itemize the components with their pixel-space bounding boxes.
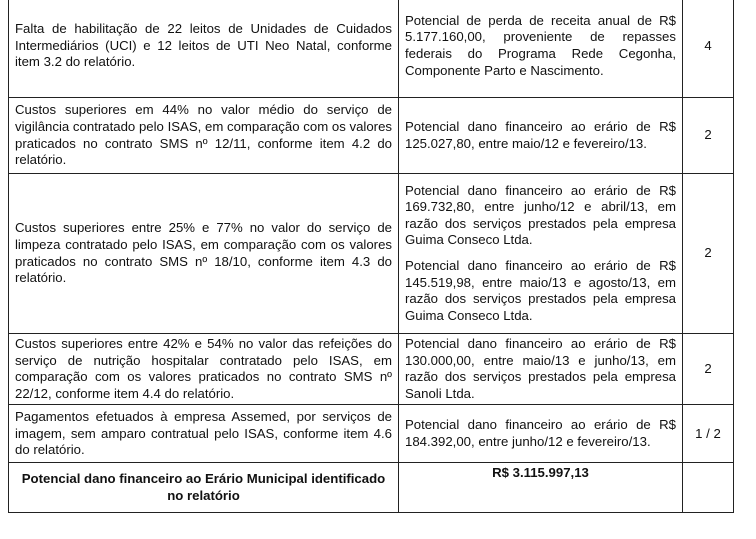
total-empty-cell	[683, 463, 734, 513]
table-row	[9, 98, 734, 174]
total-value: R$ 3.115.997,13	[399, 463, 683, 513]
table-row	[9, 0, 734, 98]
risk-cell: 4	[683, 0, 734, 98]
total-row	[9, 463, 734, 513]
impact-cell	[399, 98, 683, 174]
finding-cell: Custos superiores em 44% no valor médio do serviço de vigilância contratado pelo ISAS, em comparação com os valores praticados no contrato SMS nº 12/11, conforme item 4.2 do relatório.	[9, 98, 399, 174]
impact-text: Potencial dano financeiro ao erário de R$ 145.519,98, entre maio/13 e agosto/13, em razão dos serviços prestados pela empresa Guima Conseco Ltda.	[405, 258, 676, 323]
impact-cell	[399, 405, 683, 463]
table-row	[9, 334, 734, 405]
finding-cell: Custos superiores entre 25% e 77% no valor do serviço de limpeza contratado pelo ISAS, em comparação com os valores praticados no contrato SMS nº 18/10, conforme item 4.3 do relatório.	[9, 174, 399, 334]
impact-cell	[399, 174, 683, 334]
risk-cell: 2	[683, 98, 734, 174]
impact-text: Potencial dano financeiro ao erário de R$ 169.732,80, entre junho/12 e abril/13, em razão dos serviços prestados pela empresa Guima Conseco Ltda.	[405, 182, 676, 248]
risk-cell: 1 / 2	[683, 405, 734, 463]
table-row	[9, 405, 734, 463]
impact-text: Potencial de perda de receita anual de R$ 5.177.160,00, proveniente de repasses federais do Programa Rede Cegonha, Componente Parto e Nascimento.	[405, 12, 676, 78]
impact-cell	[399, 334, 683, 405]
risk-cell: 2	[683, 334, 734, 405]
impact-text: Potencial dano financeiro ao erário de R$ 130.000,00, entre maio/13 e junho/13, em razão dos serviços prestados pela empresa Sanoli Ltda.	[405, 336, 676, 401]
total-label: Potencial dano financeiro ao Erário Municipal identificado no relatório	[9, 463, 399, 513]
impact-cell	[399, 0, 683, 98]
finding-cell: Pagamentos efetuados à empresa Assemed, por serviços de imagem, sem amparo contratual pelo ISAS, conforme item 4.6 do relatório.	[9, 405, 399, 463]
finding-cell: Custos superiores entre 42% e 54% no valor das refeições do serviço de nutrição hospitalar contratado pelo ISAS, em comparação com os valores praticados no contrato SMS nº 22/12, conforme item 4.4 do relatório.	[9, 334, 399, 405]
table-row	[9, 174, 734, 334]
impact-text: Potencial dano financeiro ao erário de R$ 125.027,80, entre maio/12 e fevereiro/13.	[405, 118, 676, 151]
finding-cell: Falta de habilitação de 22 leitos de Unidades de Cuidados Intermediários (UCI) e 12 leitos de UTI Neo Natal, conforme item 3.2 do relatório.	[9, 0, 399, 98]
findings-table	[8, 0, 734, 513]
risk-cell: 2	[683, 174, 734, 334]
impact-text: Potencial dano financeiro ao erário de R$ 184.392,00, entre junho/12 e fevereiro/13.	[405, 417, 676, 449]
